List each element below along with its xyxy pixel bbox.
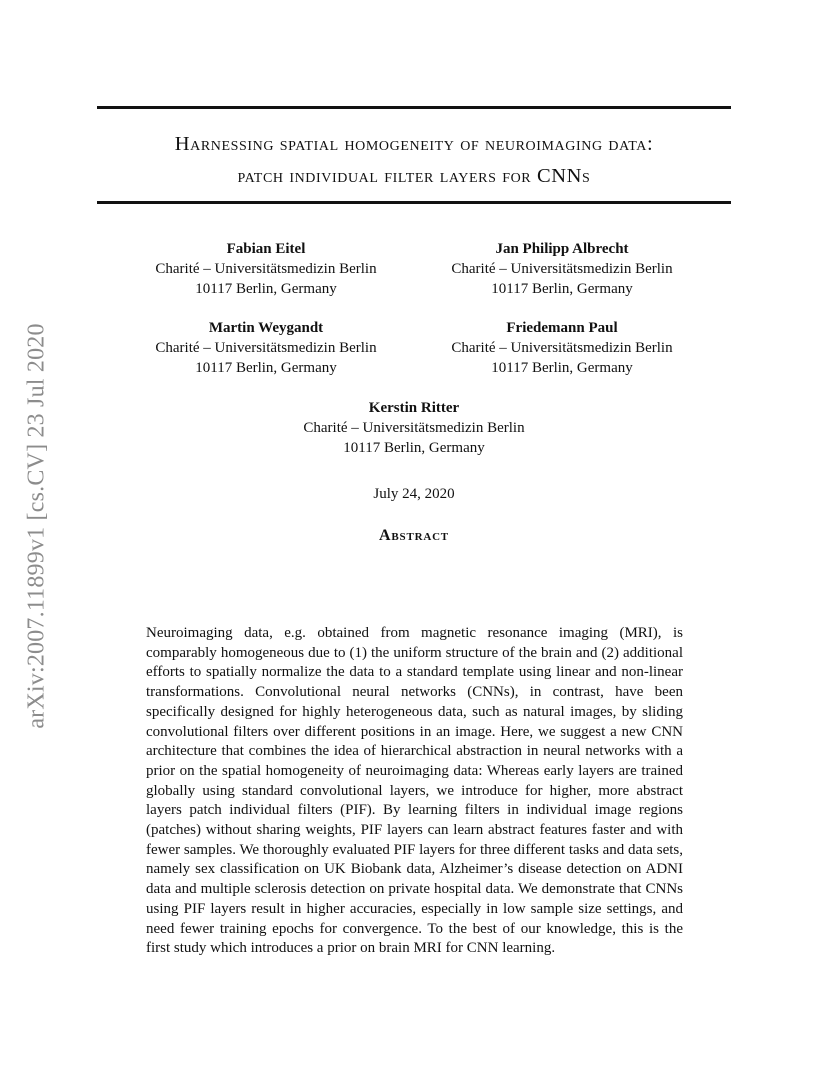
author-affiliation: Charité – Universitätsmedizin Berlin bbox=[451, 340, 673, 356]
author-address: 10117 Berlin, Germany bbox=[491, 360, 633, 376]
paper-title-line-2-text: patch individual filter layers for CNNs bbox=[237, 165, 591, 187]
author-name: Jan Philipp Albrecht bbox=[495, 241, 629, 257]
title-rule-bottom bbox=[97, 201, 731, 204]
author-block bbox=[412, 318, 712, 378]
author-block bbox=[116, 239, 416, 299]
paper-title-line-2 bbox=[0, 165, 828, 188]
paper-title-line-1-text: Harnessing spatial homogeneity of neuroimaging data: bbox=[174, 133, 654, 155]
author-name: Kerstin Ritter bbox=[368, 400, 460, 416]
author-block bbox=[116, 318, 416, 378]
author-affiliation: Charité – Universitätsmedizin Berlin bbox=[155, 261, 377, 277]
author-address: 10117 Berlin, Germany bbox=[195, 281, 337, 297]
publication-date: July 24, 2020 bbox=[373, 486, 455, 502]
author-name: Friedemann Paul bbox=[506, 320, 618, 336]
abstract-body: Neuroimaging data, e.g. obtained from magnetic resonance imaging (MRI), is comparably homogeneous due to (1) the uniform structure of the brain and (2) additional efforts to spatially normalize the data to a standard template using linear and non-linear transformations. Convolutional neural networks (CNNs), in contrast, have been specifically designed for highly heterogeneous data, such as natural images, by sliding convolutional filters over different positions in an image. Here, we suggest a new CNN architecture that combines the idea of hierarchical abstraction in neural networks with a prior on the spatial homogeneity of neuroimaging data: Whereas early layers are trained globally using standard convolutional layers, we introduce for higher, more abstract layers patch individual filters (PIF). By learning filters in individual image regions (patches) without sharing weights, PIF layers can learn abstract features faster and with fewer samples. We thoroughly evaluated PIF layers for three different tasks and data sets, namely sex classification on UK Biobank data, Alzheimer’s disease detection on ADNI data and multiple sclerosis detection on private hospital data. We demonstrate that CNNs using PIF layers result in higher accuracies, especially in low sample size settings, and need fewer training epochs for convergence. To the best of our knowledge, this is the first study which introduces a prior on brain MRI for CNN learning. bbox=[146, 625, 683, 957]
title-rule-top bbox=[97, 106, 731, 109]
paper-title-line-1 bbox=[0, 133, 828, 156]
author-address: 10117 Berlin, Germany bbox=[343, 440, 485, 456]
author-address: 10117 Berlin, Germany bbox=[195, 360, 337, 376]
author-block bbox=[412, 239, 712, 299]
abstract-heading-text: Abstract bbox=[379, 527, 449, 544]
arxiv-identifier-stamp: arXiv:2007.11899v1 [cs.CV] 23 Jul 2020 bbox=[23, 323, 50, 729]
author-affiliation: Charité – Universitätsmedizin Berlin bbox=[155, 340, 377, 356]
author-affiliation: Charité – Universitätsmedizin Berlin bbox=[303, 420, 525, 436]
author-affiliation: Charité – Universitätsmedizin Berlin bbox=[451, 261, 673, 277]
author-address: 10117 Berlin, Germany bbox=[491, 281, 633, 297]
author-name: Martin Weygandt bbox=[208, 320, 324, 336]
abstract-heading bbox=[0, 527, 828, 545]
author-block bbox=[264, 398, 564, 458]
author-name: Fabian Eitel bbox=[226, 241, 306, 257]
